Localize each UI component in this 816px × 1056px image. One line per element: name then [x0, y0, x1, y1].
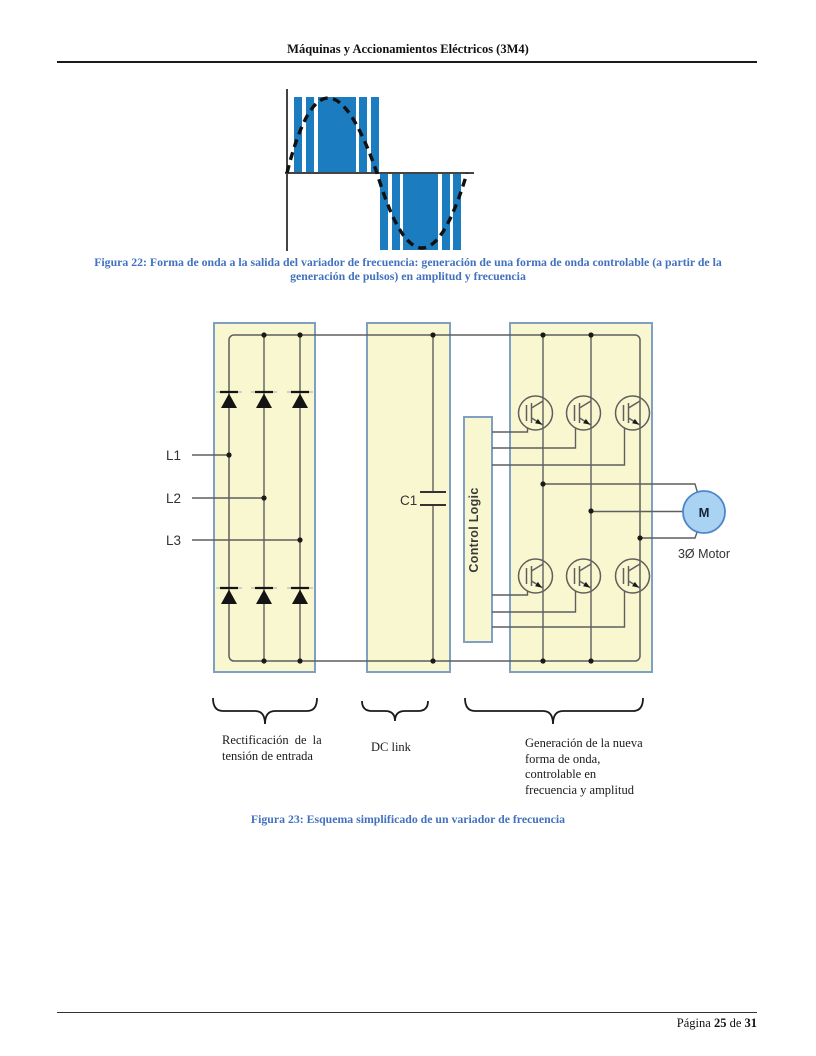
inverter-section-box	[510, 323, 652, 672]
pwm-positive-bars	[294, 97, 379, 173]
rectifier-annotation-line2: tensión de entrada	[222, 748, 313, 763]
control-logic-label: Control Logic	[467, 487, 481, 573]
motor-label: 3Ø Motor	[677, 547, 731, 561]
header-divider	[57, 61, 757, 63]
l2-label: L2	[166, 491, 182, 506]
figure22-caption	[68, 255, 748, 283]
rectifier-brace	[213, 698, 317, 724]
footer-total-pages: 31	[744, 1016, 757, 1030]
footer-page-number: 25	[713, 1016, 727, 1030]
page-header-title: Máquinas y Accionamientos Eléctricos (3M4)	[287, 42, 529, 56]
capacitor-label: C1	[400, 493, 418, 508]
inverter-annotation-line3: controlable en	[525, 767, 597, 781]
inverter-annotation-line2: forma de onda,	[525, 751, 601, 766]
inverter-brace	[465, 698, 643, 724]
page-number	[57, 1016, 757, 1031]
dc-link-brace	[362, 701, 428, 721]
figure23-caption: Figura 23: Esquema simplificado de un variador de frecuencia	[250, 812, 566, 826]
figure22-caption-line1: Figura 22: Forma de onda a la salida del variador de frecuencia: generación de una forma de onda controlable (a partir de la	[94, 255, 722, 269]
motor-letter: M	[698, 505, 710, 520]
footer-label: Página	[676, 1016, 711, 1030]
l1-label: L1	[166, 448, 182, 463]
footer-separator: de	[729, 1016, 742, 1030]
pwm-waveform-figure	[280, 85, 480, 255]
rectifier-annotation-line1: Rectificación de la	[222, 733, 322, 747]
rectifier-annotation	[222, 733, 322, 764]
l3-label: L3	[166, 533, 182, 548]
dc-link-annotation: DC link	[371, 740, 411, 754]
inverter-annotation-line1: Generación de la nueva	[525, 736, 643, 750]
footer-divider	[57, 1012, 757, 1013]
inverter-annotation-line4: frecuencia y amplitud	[525, 782, 634, 797]
inverter-annotation	[525, 736, 643, 798]
figure22-caption-line2: generación de pulsos) en amplitud y frecuencia	[290, 269, 526, 283]
